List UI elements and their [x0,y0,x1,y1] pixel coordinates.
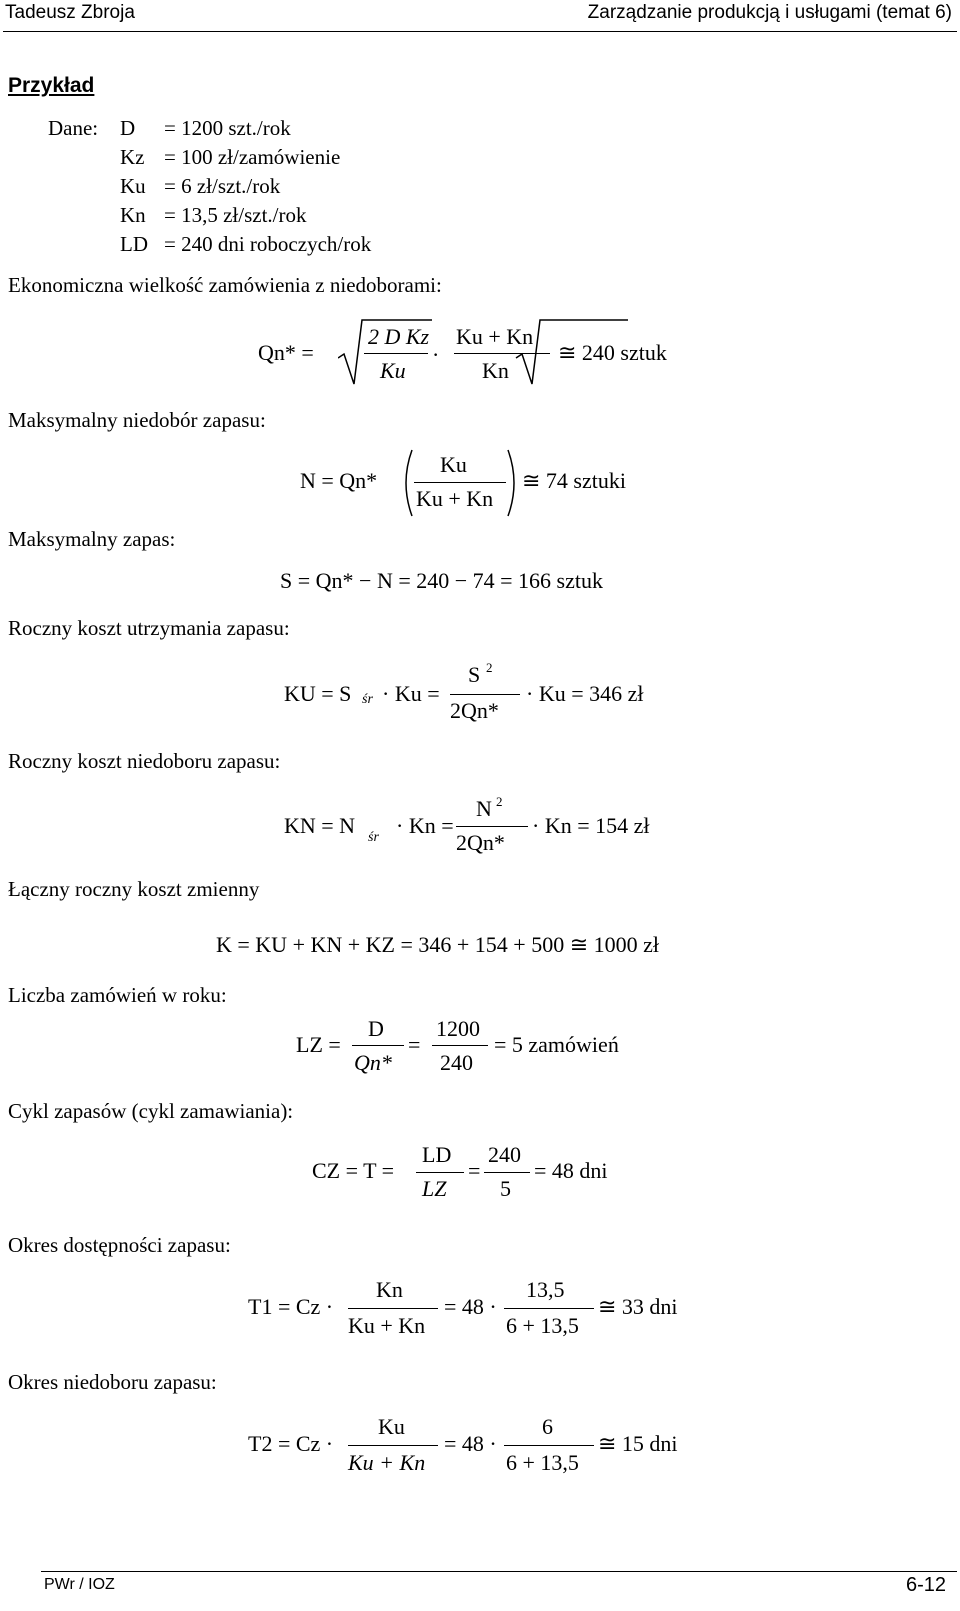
fraction-numerator: LD [422,1142,452,1167]
label-holding-cost: Roczny koszt utrzymania zapasu: [8,616,290,640]
footer-institution: PWr / IOZ [44,1576,115,1593]
label-shortage-period: Okres niedoboru zapasu: [8,1370,217,1394]
header-author: Tadeusz Zbroja [5,2,135,23]
fraction-numerator: Ku + Kn [456,324,534,349]
formula-result: · Kn = 154 zł [532,813,650,838]
formula-lhs: T1 = Cz · [248,1294,334,1319]
fraction-denominator: 6 + 13,5 [506,1313,579,1338]
formula-result: ≅ 15 dni [598,1431,678,1456]
given-symbol: LD [120,232,148,256]
section-title: Przykład [8,74,95,97]
label-max-stock: Maksymalny zapas: [8,527,176,551]
superscript: 2 [486,660,493,675]
fraction-numerator: 2 D Kz [368,324,430,349]
label-total-cost: Łączny roczny koszt zmienny [8,877,260,901]
header-course-title: Zarządzanie produkcją i usługami (temat 6) [587,2,952,23]
superscript: 2 [496,794,503,809]
formula-mid: = 48 · [444,1431,497,1456]
formula-result: = 5 zamówień [494,1032,619,1057]
formula-lhs: CZ = T = [312,1158,395,1183]
multiply-dot: · [432,342,440,367]
given-prefix: Dane: [48,116,99,140]
fraction-numerator: N [476,796,492,821]
given-value: = 13,5 zł/szt./rok [164,203,307,227]
fraction-numerator: 240 [488,1142,521,1167]
fraction-denominator: 5 [500,1176,511,1201]
formula-t2 [248,1414,708,1484]
formula-kn [284,794,684,864]
fraction-denominator: 2Qn* [450,698,499,723]
given-value: = 1200 szt./rok [164,116,291,140]
fraction-bar [504,1308,594,1309]
fraction-bar [364,353,428,354]
fraction-numerator: 13,5 [526,1277,565,1302]
given-symbol: D [120,116,136,140]
fraction-numerator: Kn [376,1277,403,1302]
formula-result: ≅ 74 sztuki [522,468,626,493]
formula-mid: = 48 · [444,1294,497,1319]
formula-lhs: KN = N [284,813,356,838]
fraction-denominator: 2Qn* [456,830,505,855]
fraction-numerator: 6 [542,1414,553,1439]
fraction-denominator: Qn* [354,1050,392,1075]
fraction-denominator: Ku + Kn [348,1450,426,1475]
label-eoq: Ekonomiczna wielkość zamówienia z niedoborami: [8,273,442,297]
fraction-bar [348,1445,438,1446]
page-number: 6-12 [905,1574,946,1596]
formula-lz [296,1014,696,1084]
label-max-shortage: Maksymalny niedobór zapasu: [8,408,266,432]
formula-text: K = KU + KN + KZ = 346 + 154 + 500 ≅ 1000 zł [216,932,660,957]
fraction-numerator: Ku [440,452,467,477]
equals-sign: = [468,1158,481,1183]
header-divider [3,31,957,32]
fraction-denominator: Ku + Kn [348,1313,426,1338]
fraction-denominator: Kn [482,358,509,383]
fraction-bar [352,1045,404,1046]
label-orders: Liczba zamówień w roku: [8,983,227,1007]
equals-sign: = [408,1032,421,1057]
formula-ku [284,660,684,730]
formula-text: S = Qn* − N = 240 − 74 = 166 sztuk [280,568,603,593]
fraction-numerator: Ku [378,1414,405,1439]
fraction-numerator: D [368,1016,384,1041]
formula-mid: · Kn = [396,813,454,838]
formula-qn [258,318,698,388]
fraction-bar [348,1308,438,1309]
formula-t1 [248,1277,708,1347]
fraction-denominator: Ku [380,358,406,383]
fraction-bar [432,1045,488,1046]
fraction-bar [484,1172,530,1173]
subscript: śr [368,830,379,845]
formula-result: · Ku = 346 zł [526,681,644,706]
formula-cz [312,1142,672,1212]
fraction-denominator: 6 + 13,5 [506,1450,579,1475]
given-value: = 240 dni roboczych/rok [164,232,372,256]
formula-lhs: KU = S [284,681,352,706]
fraction-denominator: LZ [422,1176,447,1201]
fraction-numerator: 1200 [436,1016,480,1041]
formula-result: ≅ 240 sztuk [558,340,667,365]
formula-lhs: T2 = Cz · [248,1431,334,1456]
formula-result: ≅ 33 dni [598,1294,678,1319]
footer-divider [41,1571,957,1572]
formula-mid: · Ku = [382,681,440,706]
given-value: = 6 zł/szt./rok [164,174,281,198]
fraction-numerator: S [468,662,481,687]
formula-n [300,448,660,518]
fraction-denominator: 240 [440,1050,473,1075]
fraction-bar [454,353,550,354]
formula-lhs: N = Qn* [300,468,378,493]
fraction-bar [414,482,506,483]
fraction-bar [416,1172,464,1173]
formula-result: = 48 dni [534,1158,608,1183]
subscript: śr [362,692,373,707]
given-symbol: Kn [120,203,146,227]
given-value: = 100 zł/zamówienie [164,145,341,169]
fraction-bar [504,1445,594,1446]
label-cycle: Cykl zapasów (cykl zamawiania): [8,1099,294,1123]
fraction-bar [450,694,520,695]
label-availability: Okres dostępności zapasu: [8,1233,231,1257]
fraction-denominator: Ku + Kn [416,486,494,511]
given-symbol: Ku [120,174,146,198]
formula-lhs: LZ = [296,1032,341,1057]
fraction-bar [456,826,528,827]
formula-lhs: Qn* = [258,340,314,365]
label-shortage-cost: Roczny koszt niedoboru zapasu: [8,749,281,773]
given-symbol: Kz [120,145,145,169]
